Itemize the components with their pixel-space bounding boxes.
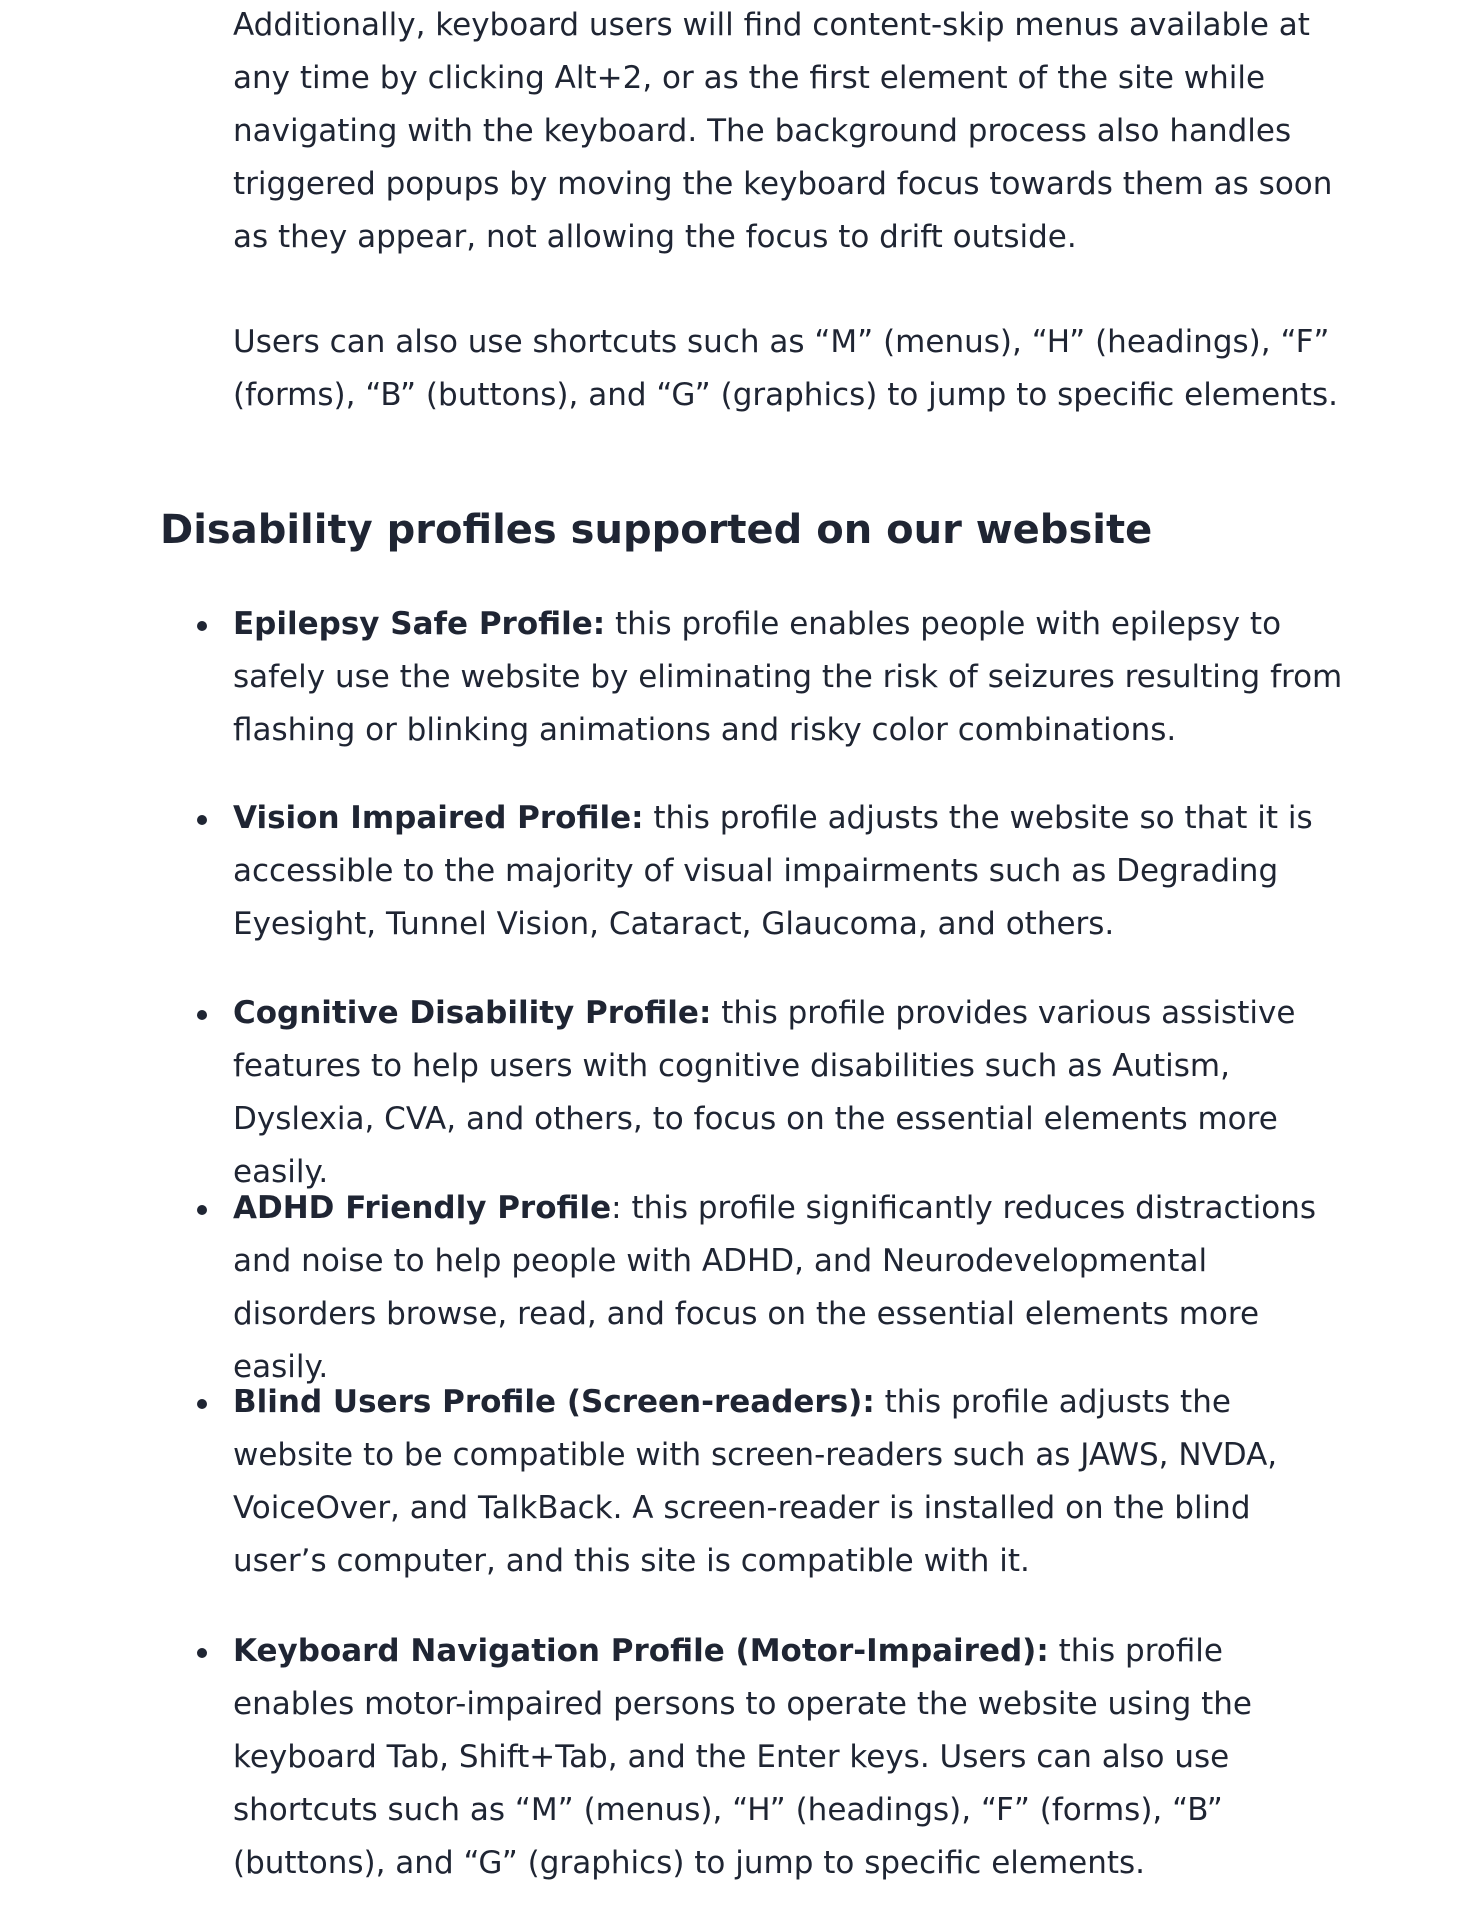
profile-name: Cognitive Disability Profile: [233,995,712,1031]
profile-name: Vision Impaired Profile: [233,800,644,836]
bullet-icon [197,1205,207,1215]
profile-name: Keyboard Navigation Profile (Motor-Impaired): [233,1633,1049,1669]
profile-name: Blind Users Profile (Screen-readers): [233,1384,875,1420]
bullet-icon [197,1648,207,1658]
profile-description: this profile adjusts the website to be compatible with screen-readers such as JAWS, NVDA, VoiceOver, and TalkBack. A screen-reader is installed on the blind user’s computer, and this site is compatible with it. [233,1384,1278,1579]
bullet-icon [197,815,207,825]
bullet-icon [197,621,207,631]
profile-item-vision-impaired [233,792,1353,951]
bullet-icon [197,1010,207,1020]
profile-item-adhd-friendly [233,1182,1353,1394]
profile-item-epilepsy-safe [233,598,1353,757]
profile-description: this profile provides various assistive features to help users with cognitive disabilities such as Autism, Dyslexia, CVA, and others, to focus on the essential elements more easily. [233,995,1296,1190]
profile-item-cognitive-disability [233,987,1353,1199]
profile-name: Epilepsy Safe Profile: [233,606,606,642]
profile-item-keyboard-navigation [233,1625,1353,1890]
bullet-icon [197,1399,207,1409]
profile-description: this profile adjusts the website so that it is accessible to the majority of visual impairments such as Degrading Eyesight, Tunnel Vision, Cataract, Glaucoma, and others. [233,800,1313,942]
profile-name: ADHD Friendly Profile [233,1190,612,1226]
profile-description: this profile enables people with epilepsy to safely use the website by eliminating the risk of seizures resulting from flashing or blinking animations and risky color combinations. [233,606,1343,748]
profile-description: : this profile significantly reduces distractions and noise to help people with ADHD, and Neurodevelopmental disorders browse, read, and focus on the essential elements more easily. [233,1190,1317,1385]
section-heading-disability-profiles: Disability profiles supported on our website [160,507,1153,553]
intro-paragraph-keyboard-skip-menus: Additionally, keyboard users will find content-skip menus available at any time by clicking Alt+2, or as the first element of the site while navigating with the keyboard. The background process also handles triggered popups by moving the keyboard focus towards them as soon as they appear, not allowing the focus to drift outside. [233,7,1333,255]
profile-description: this profile enables motor-impaired persons to operate the website using the keyboard Tab, Shift+Tab, and the Enter keys. Users can also use shortcuts such as “M” (menus), “H” (headings), “F” (forms), “B” (buttons), and “G” (graphics) to jump to specific elements. [233,1633,1253,1881]
intro-paragraph-shortcuts: Users can also use shortcuts such as “M” (menus), “H” (headings), “F” (forms), “B” (buttons), and “G” (graphics) to jump to specific elements. [233,324,1338,413]
profile-item-blind-users [233,1376,1353,1588]
